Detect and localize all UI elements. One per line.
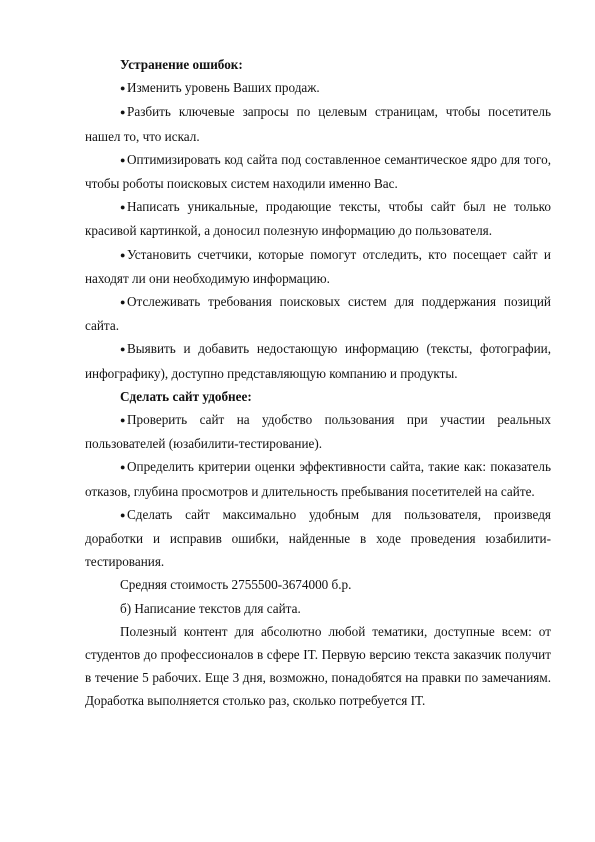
bullet-icon: ● [120, 83, 126, 94]
list-item [85, 195, 551, 242]
list-item-text: Изменить уровень Ваших продаж. [127, 80, 320, 96]
bullet-icon: ● [120, 107, 126, 118]
list-item [85, 503, 551, 574]
bullet-icon: ● [120, 344, 126, 355]
list-item [85, 76, 551, 100]
list-item-text: Отслеживать требования поисковых систем для поддержания позиций сайта. [85, 294, 551, 334]
list-item [85, 100, 551, 147]
bullet-icon: ● [120, 202, 126, 213]
list-item [85, 243, 551, 290]
document-page [85, 53, 551, 713]
section-heading-errors: Устранение ошибок: [120, 57, 243, 72]
bullet-icon: ● [120, 154, 126, 165]
closing-paragraph: Полезный контент для абсолютно любой тематики, доступные всем: от студентов до профессионалов в сфере IT. Первую версию текста заказчик получит в течение 5 рабочих. Еще 3 дня, возможно, понадобятся на правки по замечаниям. Доработка выполняется столько раз, сколько потребуется IT. [85, 623, 551, 709]
list-item-text: Выявить и добавить недостающую информацию (тексты, фотографии, инфографику), доступно представляющую компанию и продукты. [85, 341, 551, 381]
list-item-text: Установить счетчики, которые помогут отследить, кто посещает сайт и находят ли они необходимую информацию. [85, 246, 551, 286]
bullet-icon: ● [120, 462, 126, 473]
section-heading-usability: Сделать сайт удобнее: [120, 388, 252, 404]
list-item-text: Разбить ключевые запросы по целевым страницам, чтобы посетитель нашел то, что искал. [85, 104, 551, 144]
bullet-icon: ● [120, 297, 126, 308]
price-line: Средняя стоимость 2755500-3674000 б.р. [120, 577, 352, 593]
bullet-icon: ● [120, 415, 126, 426]
list-item-text: Написать уникальные, продающие тексты, чтобы сайт был не только красивой картинкой, а доносил полезную информацию до пользователя. [85, 199, 551, 239]
bullet-icon: ● [120, 509, 126, 520]
list-item-text: Проверить сайт на удобство пользования при участии реальных пользователей (юзабилити-тестирование). [85, 412, 551, 452]
list-item-text: Сделать сайт максимально удобным для пользователя, произведя доработки и исправив ошибки, найденные в ходе проведения юзабилити-тестирования. [85, 506, 551, 570]
list-item [85, 455, 551, 502]
subsection-title: б) Написание текстов для сайта. [120, 600, 301, 616]
list-item [85, 148, 551, 195]
bullet-icon: ● [120, 249, 126, 260]
list-item [85, 408, 551, 455]
list-item-text: Определить критерии оценки эффективности сайта, такие как: показатель отказов, глубина просмотров и длительность пребывания посетителей на сайте. [85, 459, 551, 499]
list-item [85, 290, 551, 337]
list-item [85, 337, 551, 384]
list-item-text: Оптимизировать код сайта под составленное семантическое ядро для того, чтобы роботы поисковых систем находили именно Вас. [85, 151, 551, 192]
